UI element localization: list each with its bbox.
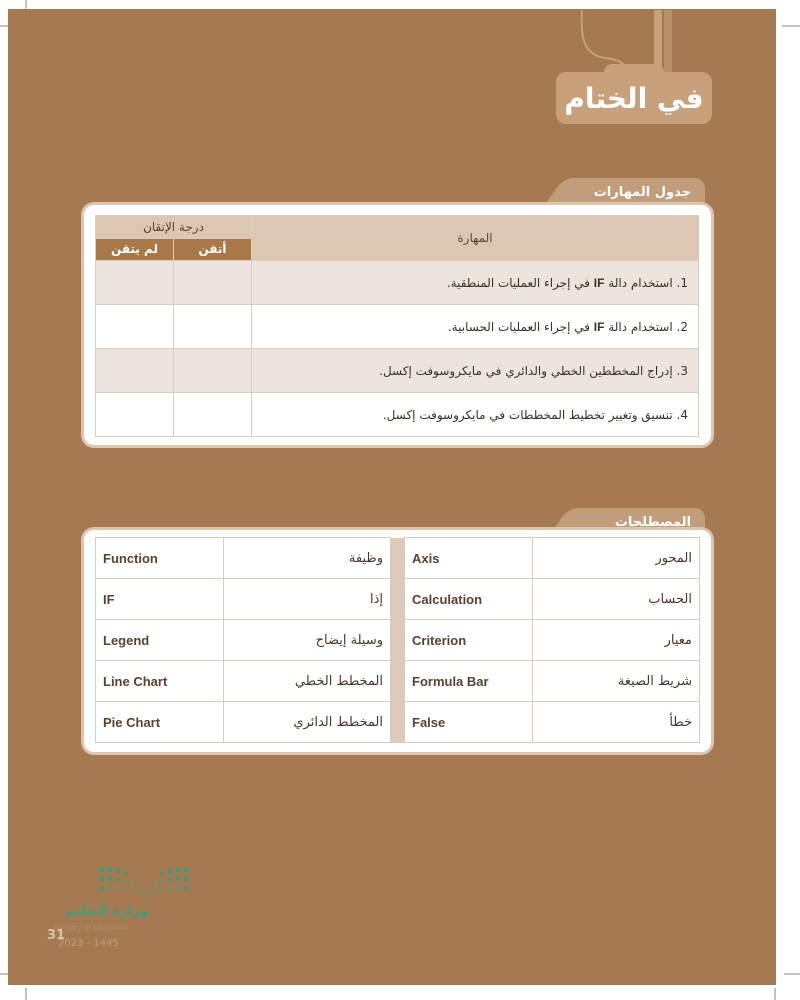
skills-section-tab <box>575 178 705 208</box>
terms-section-title: المصطلحات <box>614 515 691 530</box>
skill-text-part: في إجراء العمليات الحسابية. <box>447 319 590 334</box>
term-arabic: معيار <box>533 620 700 661</box>
not-mastered-checkbox-cell[interactable] <box>96 261 174 305</box>
skill-text <box>252 305 699 349</box>
skills-header-not-mastered: لم يتقن <box>96 238 174 261</box>
mastered-checkbox-cell[interactable] <box>174 261 252 305</box>
edition-year: 2023 - 1445 <box>58 938 119 949</box>
terms-card <box>84 530 711 752</box>
term-english: Calculation <box>405 579 533 620</box>
terms-table <box>95 537 700 743</box>
skill-text <box>252 393 699 437</box>
skill-text-part: استخدام دالة <box>608 319 673 334</box>
skill-text-part: إدراج المخططين الخطي والدائري في مايكروسوفت إكسل. <box>379 363 673 378</box>
skill-keyword: IF <box>593 319 605 334</box>
not-mastered-checkbox-cell[interactable] <box>96 393 174 437</box>
terms-row <box>96 579 700 620</box>
term-english: Function <box>96 538 224 579</box>
term-arabic: الحساب <box>533 579 700 620</box>
terms-row <box>96 620 700 661</box>
crop-mark <box>784 973 800 975</box>
column-divider <box>391 579 405 620</box>
not-mastered-checkbox-cell[interactable] <box>96 305 174 349</box>
term-arabic: شريط الصيغة <box>533 661 700 702</box>
skills-header-degree: درجة الإتقان <box>96 216 252 239</box>
crop-mark <box>782 25 800 27</box>
term-english: Criterion <box>405 620 533 661</box>
term-english: Pie Chart <box>96 702 224 743</box>
column-divider <box>391 702 405 743</box>
skill-text <box>252 349 699 393</box>
column-divider <box>391 538 405 579</box>
term-arabic: المحور <box>533 538 700 579</box>
skills-row <box>96 261 699 305</box>
title-plate <box>556 72 712 124</box>
term-english: Axis <box>405 538 533 579</box>
ministry-name-english: Ministry of Education <box>54 924 128 932</box>
skills-header-mastered: أتقن <box>174 238 252 261</box>
skill-text-part: استخدام دالة <box>608 275 673 290</box>
skills-row <box>96 393 699 437</box>
crop-mark <box>25 988 27 1000</box>
not-mastered-checkbox-cell[interactable] <box>96 349 174 393</box>
skills-row <box>96 305 699 349</box>
skills-section-title: جدول المهارات <box>593 185 691 200</box>
term-english: Formula Bar <box>405 661 533 702</box>
skill-text-part: في إجراء العمليات المنطقية. <box>446 275 590 290</box>
page-number: 31 <box>47 928 66 943</box>
terms-row <box>96 538 700 579</box>
skills-table <box>95 215 699 437</box>
mastered-checkbox-cell[interactable] <box>174 393 252 437</box>
term-arabic: وسيلة إيضاح <box>224 620 391 661</box>
skill-number: 1. <box>676 275 688 290</box>
term-english: IF <box>96 579 224 620</box>
page <box>8 9 776 985</box>
skill-number: 4. <box>676 407 688 422</box>
term-arabic: إذا <box>224 579 391 620</box>
ministry-name-arabic: وزارة التعليم <box>65 904 148 919</box>
term-english: False <box>405 702 533 743</box>
crop-mark <box>774 988 776 1000</box>
term-arabic: وظيفة <box>224 538 391 579</box>
terms-row <box>96 702 700 743</box>
mastered-checkbox-cell[interactable] <box>174 349 252 393</box>
term-arabic: المخطط الدائري <box>224 702 391 743</box>
skill-keyword: IF <box>593 275 605 290</box>
term-english: Line Chart <box>96 661 224 702</box>
skill-number: 3. <box>676 363 688 378</box>
term-arabic: المخطط الخطي <box>224 661 391 702</box>
mastered-checkbox-cell[interactable] <box>174 305 252 349</box>
term-english: Legend <box>96 620 224 661</box>
page-title: في الختام <box>564 81 704 115</box>
term-arabic: خطأ <box>533 702 700 743</box>
skills-header-skill: المهارة <box>252 216 699 261</box>
column-divider <box>391 620 405 661</box>
skills-card <box>84 205 711 445</box>
skills-row <box>96 349 699 393</box>
skill-text <box>252 261 699 305</box>
skill-text-part: تنسيق وتغيير تخطيط المخططات في مايكروسوفت إكسل. <box>382 407 673 422</box>
ministry-dots-icon <box>98 866 190 898</box>
column-divider <box>391 661 405 702</box>
ministry-logo <box>47 862 194 952</box>
skill-number: 2. <box>676 319 688 334</box>
terms-row <box>96 661 700 702</box>
